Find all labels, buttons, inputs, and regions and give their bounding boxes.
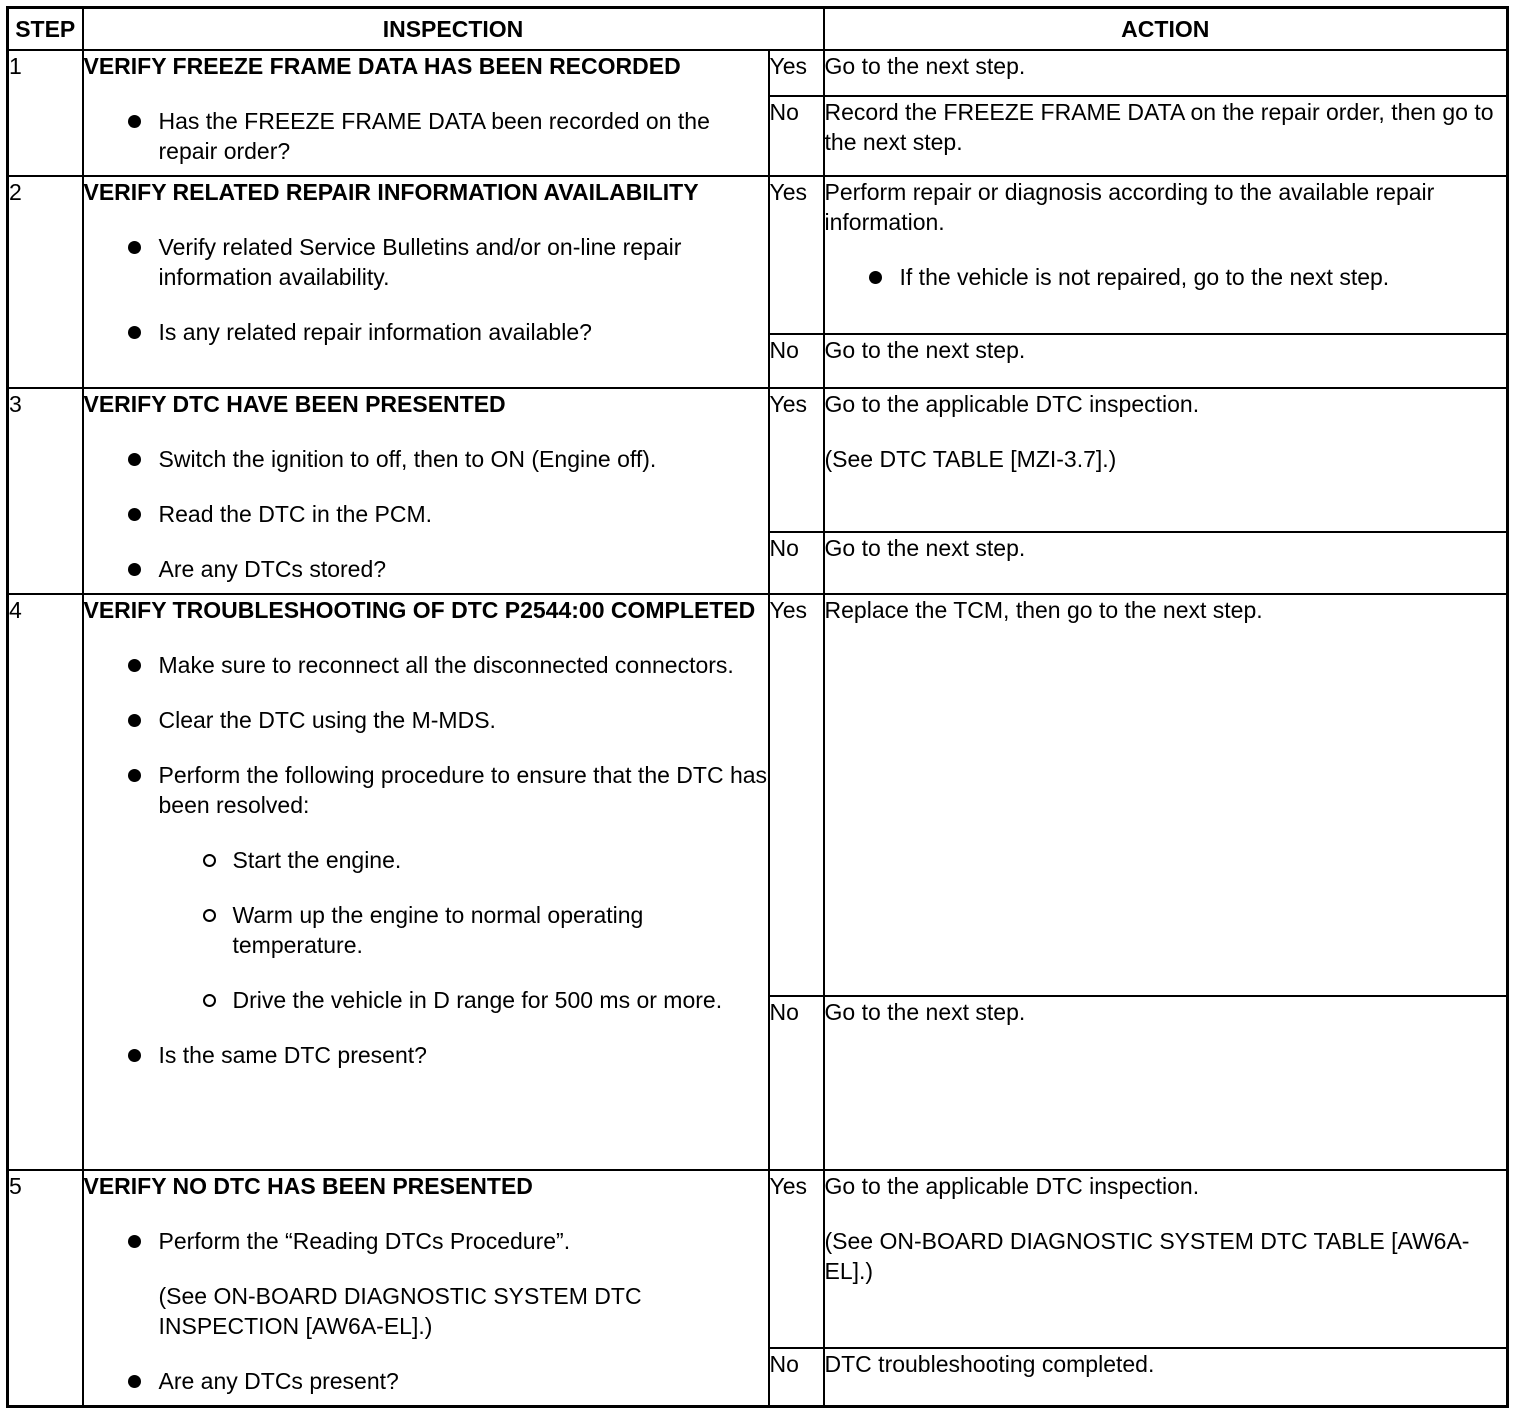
inspection-cell bbox=[83, 594, 769, 1170]
procedure-table bbox=[6, 6, 1509, 1408]
step-number: 3 bbox=[8, 388, 83, 594]
bullet-list bbox=[84, 1226, 768, 1256]
header-row bbox=[8, 8, 1508, 51]
step-number: 4 bbox=[8, 594, 83, 1170]
inspection-cell bbox=[83, 176, 769, 388]
step-number: 5 bbox=[8, 1170, 83, 1406]
list-item: Drive the vehicle in D range for 500 ms or more. bbox=[159, 985, 768, 1015]
table-row bbox=[8, 50, 1508, 96]
list-item: Switch the ignition to off, then to ON (Engine off). bbox=[84, 444, 768, 474]
yes-action: Go to the next step. bbox=[824, 50, 1508, 96]
yes-action: Go to the applicable DTC inspection. bbox=[824, 391, 1200, 417]
bullet-list bbox=[84, 232, 768, 347]
bullet-list bbox=[84, 444, 768, 584]
yes-action-cell bbox=[824, 1170, 1508, 1348]
bullet-list bbox=[84, 106, 768, 166]
no-action: Go to the next step. bbox=[824, 532, 1508, 594]
yes-action: Replace the TCM, then go to the next step. bbox=[824, 594, 1508, 996]
step-title: VERIFY DTC HAVE BEEN PRESENTED bbox=[83, 391, 506, 417]
yes-action: Go to the applicable DTC inspection. bbox=[824, 1173, 1200, 1199]
inspection-cell bbox=[83, 1170, 769, 1406]
list-item: Perform the following procedure to ensure that the DTC has been resolved: bbox=[84, 760, 768, 820]
list-item: Verify related Service Bulletins and/or on-line repair information availability. bbox=[84, 232, 768, 292]
no-action: Record the FREEZE FRAME DATA on the repair order, then go to the next step. bbox=[824, 96, 1508, 176]
list-item: Are any DTCs stored? bbox=[84, 554, 768, 584]
reference-note: (See ON-BOARD DIAGNOSTIC SYSTEM DTC TABLE [AW6A-EL].) bbox=[824, 1228, 1470, 1284]
no-label: No bbox=[769, 334, 824, 388]
bullet-list bbox=[84, 650, 768, 820]
yes-action: Perform repair or diagnosis according to the available repair information. bbox=[824, 179, 1435, 235]
sub-bullet-list bbox=[84, 845, 768, 1015]
table-row bbox=[8, 594, 1508, 996]
inspection-cell bbox=[83, 50, 769, 176]
inspection-cell bbox=[83, 388, 769, 594]
step-title: VERIFY RELATED REPAIR INFORMATION AVAILABILITY bbox=[83, 179, 699, 205]
list-item: Has the FREEZE FRAME DATA been recorded on the repair order? bbox=[84, 106, 768, 166]
list-item: Read the DTC in the PCM. bbox=[84, 499, 768, 529]
table-row bbox=[8, 388, 1508, 532]
list-item: Is the same DTC present? bbox=[84, 1040, 768, 1070]
list-item: If the vehicle is not repaired, go to the next step. bbox=[825, 262, 1507, 292]
no-action: DTC troubleshooting completed. bbox=[824, 1348, 1508, 1406]
no-label: No bbox=[769, 1348, 824, 1406]
bullet-list bbox=[84, 1366, 768, 1396]
step-title: VERIFY FREEZE FRAME DATA HAS BEEN RECORDED bbox=[83, 53, 681, 79]
table-row bbox=[8, 1170, 1508, 1348]
list-item: Are any DTCs present? bbox=[84, 1366, 768, 1396]
header-inspection: INSPECTION bbox=[83, 8, 824, 51]
yes-label: Yes bbox=[769, 50, 824, 96]
no-action: Go to the next step. bbox=[824, 334, 1508, 388]
step-number: 1 bbox=[8, 50, 83, 176]
list-item: Start the engine. bbox=[159, 845, 768, 875]
step-title: VERIFY TROUBLESHOOTING OF DTC P2544:00 COMPLETED bbox=[83, 597, 756, 623]
list-item: Clear the DTC using the M-MDS. bbox=[84, 705, 768, 735]
header-action: ACTION bbox=[824, 8, 1508, 51]
yes-label: Yes bbox=[769, 1170, 824, 1348]
yes-action-cell bbox=[824, 388, 1508, 532]
list-item: Is any related repair information available? bbox=[84, 317, 768, 347]
yes-action-cell bbox=[824, 176, 1508, 334]
header-step: STEP bbox=[8, 8, 83, 51]
list-item: Perform the “Reading DTCs Procedure”. bbox=[84, 1226, 768, 1256]
no-label: No bbox=[769, 532, 824, 594]
reference-note: (See ON-BOARD DIAGNOSTIC SYSTEM DTC INSPECTION [AW6A-EL].) bbox=[158, 1283, 642, 1339]
no-label: No bbox=[769, 996, 824, 1170]
list-item: Warm up the engine to normal operating temperature. bbox=[159, 900, 768, 960]
table-row bbox=[8, 176, 1508, 334]
list-item: Make sure to reconnect all the disconnected connectors. bbox=[84, 650, 768, 680]
reference-note: (See DTC TABLE [MZI-3.7].) bbox=[824, 446, 1117, 472]
yes-label: Yes bbox=[769, 594, 824, 996]
step-number: 2 bbox=[8, 176, 83, 388]
no-action: Go to the next step. bbox=[824, 996, 1508, 1170]
yes-label: Yes bbox=[769, 176, 824, 334]
yes-label: Yes bbox=[769, 388, 824, 532]
bullet-list bbox=[825, 262, 1507, 292]
no-label: No bbox=[769, 96, 824, 176]
step-title: VERIFY NO DTC HAS BEEN PRESENTED bbox=[83, 1173, 533, 1199]
bullet-list bbox=[84, 1040, 768, 1070]
